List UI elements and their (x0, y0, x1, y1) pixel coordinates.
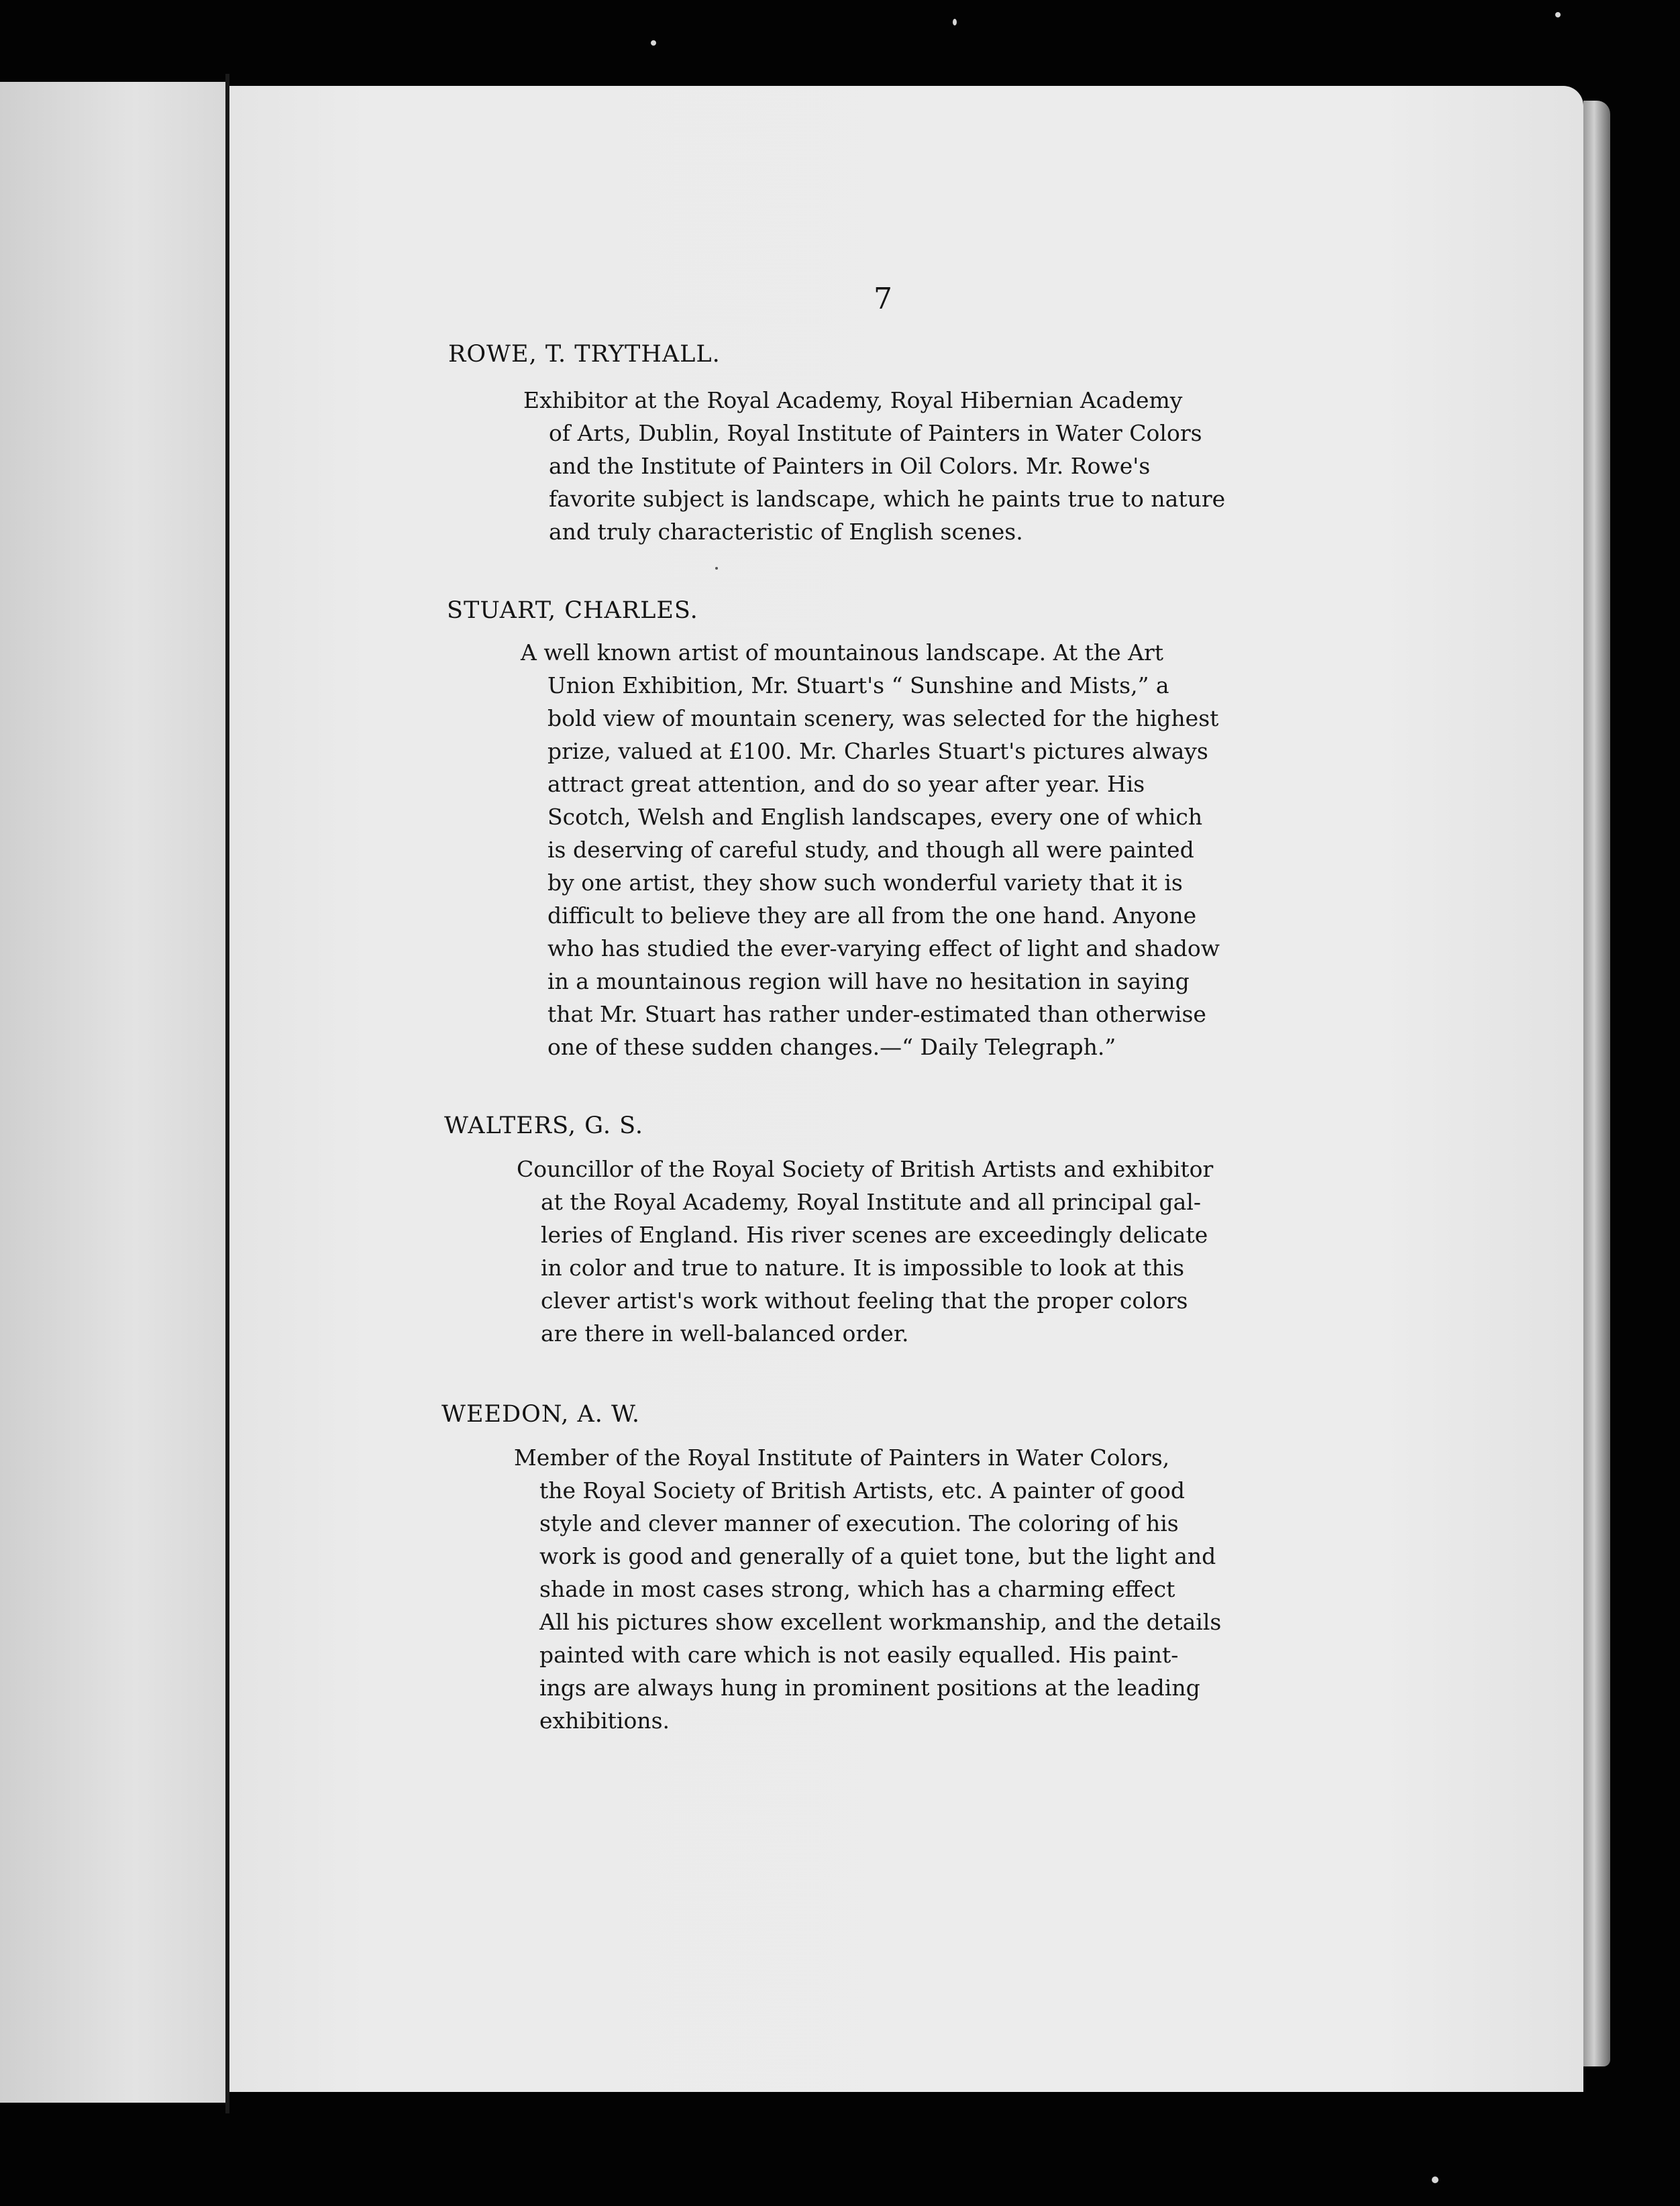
body-line: Member of the Royal Institute of Painters in Water Colors, (514, 1445, 1170, 1471)
body-line: of Arts, Dublin, Royal Institute of Painters in Water Colors (549, 420, 1202, 446)
entry-body-rowe (523, 384, 1324, 548)
body-line: who has studied the ever-varying effect of light and shadow (547, 935, 1220, 961)
scan-speck (953, 19, 957, 25)
scan-speck (1432, 2176, 1438, 2183)
body-line: that Mr. Stuart has rather under-estimated than otherwise (547, 1001, 1206, 1027)
body-line: Scotch, Welsh and English landscapes, every one of which (547, 804, 1203, 830)
body-line: leries of England. His river scenes are exceedingly delicate (541, 1222, 1208, 1248)
scan-speck (1555, 12, 1561, 17)
body-line: painted with care which is not easily equalled. His paint- (539, 1642, 1179, 1668)
entry-body-weedon (514, 1441, 1316, 1737)
body-line: Exhibitor at the Royal Academy, Royal Hibernian Academy (523, 387, 1183, 413)
body-line: and the Institute of Painters in Oil Colors. Mr. Rowe's (549, 453, 1151, 479)
body-line: by one artist, they show such wonderful variety that it is (547, 870, 1183, 896)
facing-page (0, 82, 225, 2103)
page-number: 7 (874, 282, 892, 316)
scan-speck (715, 567, 718, 570)
body-line: in color and true to nature. It is impossible to look at this (541, 1255, 1185, 1281)
body-line: at the Royal Academy, Royal Institute and all principal gal- (541, 1189, 1202, 1215)
body-line: favorite subject is landscape, which he paints true to nature (549, 486, 1226, 512)
entry-name-weedon: WEEDON, A. W. (441, 1401, 640, 1428)
entry-name-walters: WALTERS, G. S. (444, 1112, 643, 1139)
body-line: Councillor of the Royal Society of British Artists and exhibitor (517, 1156, 1214, 1182)
body-line: the Royal Society of British Artists, etc. A painter of good (539, 1477, 1186, 1504)
body-line: difficult to believe they are all from the one hand. Anyone (547, 902, 1197, 929)
body-line: work is good and generally of a quiet tone, but the light and (539, 1543, 1216, 1569)
entry-body-walters (517, 1153, 1322, 1350)
body-line: exhibitions. (539, 1708, 670, 1734)
body-line: ings are always hung in prominent positions at the leading (539, 1675, 1200, 1701)
body-line: in a mountainous region will have no hesitation in saying (547, 968, 1190, 994)
entry-body-stuart (521, 636, 1326, 1063)
body-line: prize, valued at £100. Mr. Charles Stuart's pictures always (547, 738, 1208, 764)
page-edge (1583, 101, 1610, 2066)
body-line: style and clever manner of execution. The coloring of his (539, 1510, 1179, 1536)
body-line: and truly characteristic of English scenes. (549, 519, 1023, 545)
body-line: Union Exhibition, Mr. Stuart's “ Sunshine and Mists,” a (547, 672, 1169, 698)
scan-speck (651, 40, 656, 46)
body-line: are there in well-balanced order. (541, 1320, 909, 1347)
body-line: shade in most cases strong, which has a charming effect (539, 1576, 1175, 1602)
entry-name-rowe: ROWE, T. TRYTHALL. (448, 341, 721, 368)
body-line: attract great attention, and do so year after year. His (547, 771, 1145, 797)
entry-name-stuart: STUART, CHARLES. (447, 597, 698, 624)
body-line: is deserving of careful study, and though all were painted (547, 837, 1194, 863)
body-line: All his pictures show excellent workmanship, and the details (539, 1609, 1222, 1635)
body-line: clever artist's work without feeling that the proper colors (541, 1288, 1188, 1314)
body-line: A well known artist of mountainous landscape. At the Art (521, 639, 1164, 666)
body-line: one of these sudden changes.—“ Daily Telegraph.” (547, 1034, 1116, 1060)
body-line: bold view of mountain scenery, was selected for the highest (547, 705, 1219, 731)
